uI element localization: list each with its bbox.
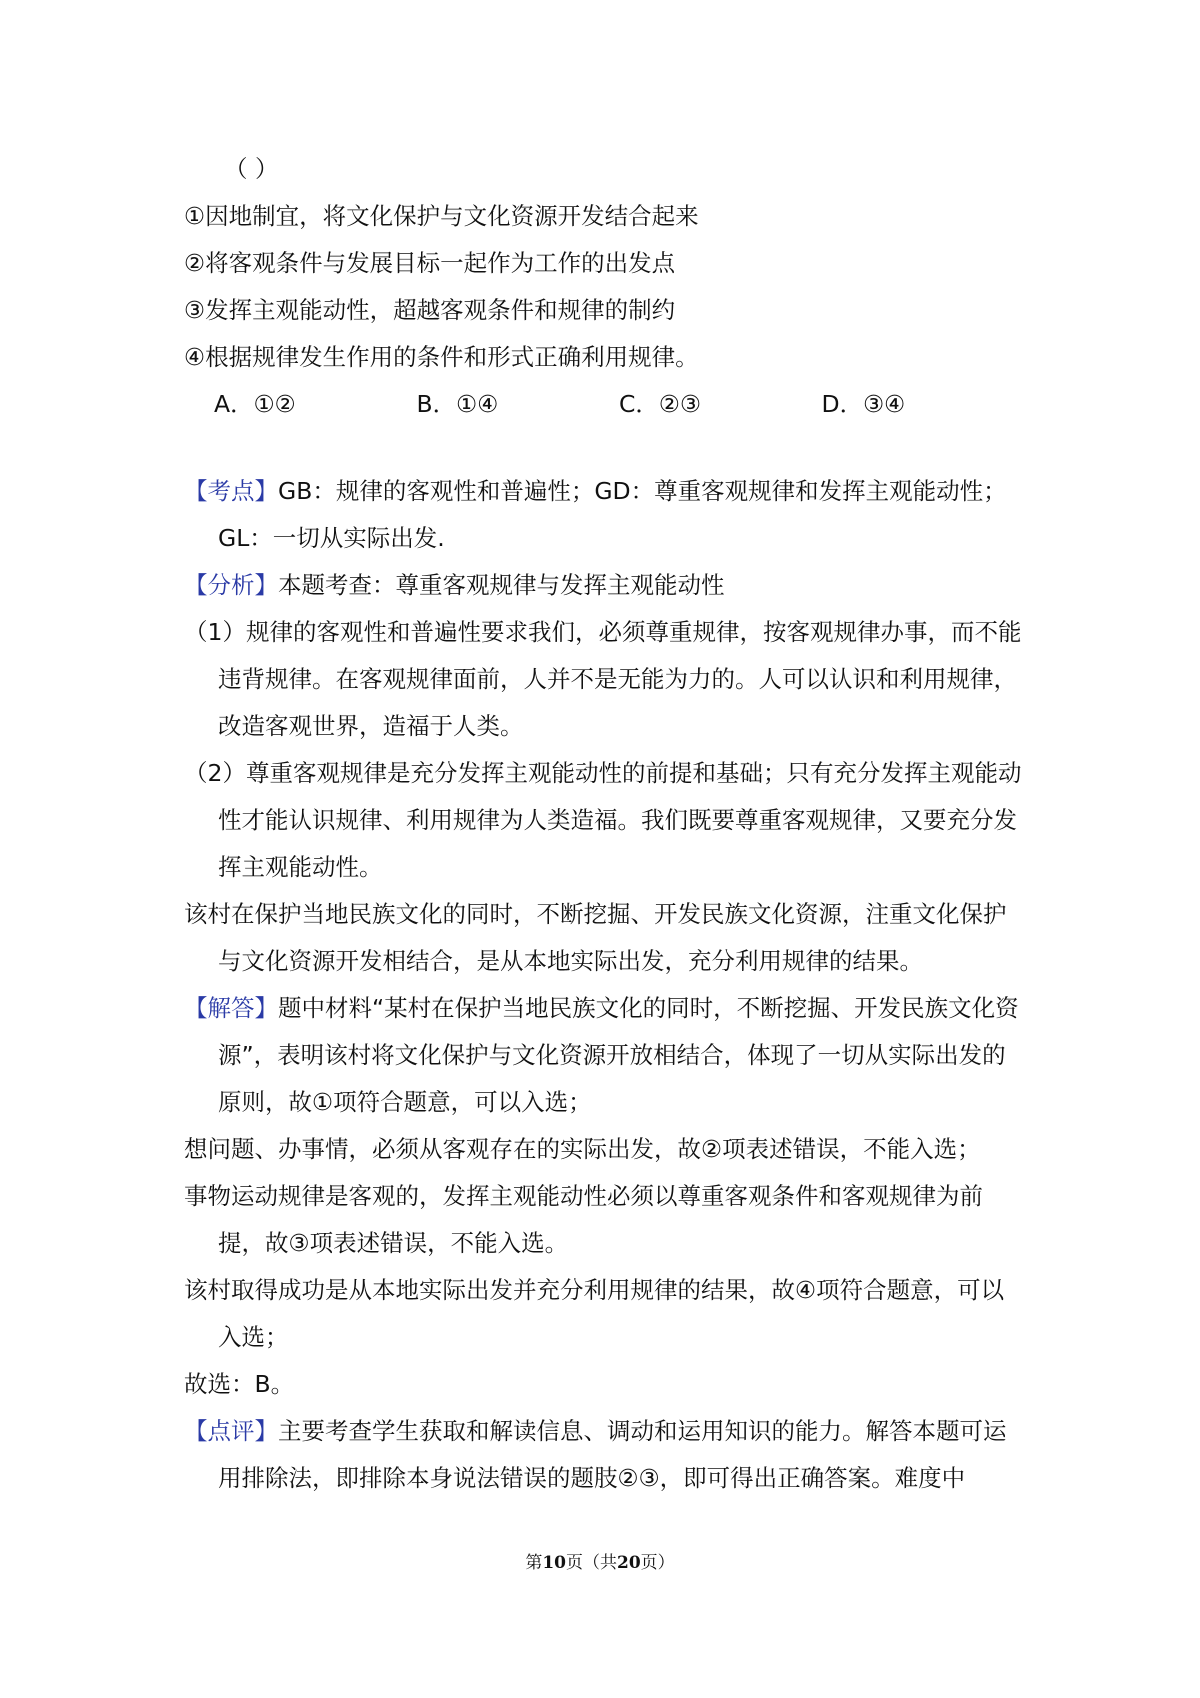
jieda-line-1: 想问题、办事情，必须从客观存在的实际出发，故②项表述错误，不能入选； [184, 1135, 981, 1163]
statement-4: ④根据规律发生作用的条件和形式正确利用规律。 [184, 343, 699, 371]
footer-middle: 页（共 [566, 1553, 617, 1573]
jieda-answer: 故选：B。 [184, 1370, 295, 1398]
fenxi-point-1: （1）规律的客观性和普遍性要求我们，必须尊重规律，按客观规律办事，而不能违背规律。在客观规律面前，人并不是无能为力的。人可以认识和利用规律，改造客观世界，造福于人类。 [184, 618, 1022, 740]
section-gap [184, 428, 1024, 468]
option-a: A．①② [214, 390, 296, 418]
kaodian-section [184, 468, 1024, 562]
footer-suffix: 页） [640, 1553, 675, 1573]
option-b: B．①④ [416, 390, 499, 418]
footer-page-number: 10 [542, 1553, 566, 1573]
kaodian-tag: 【考点】 [184, 477, 278, 505]
fenxi-section [184, 562, 1024, 609]
dianping-tag: 【点评】 [184, 1417, 278, 1445]
statement-2: ②将客观条件与发展目标一起作为工作的出发点 [184, 249, 676, 277]
jieda-section [184, 985, 1024, 1126]
dianping-text: 主要考查学生获取和解读信息、调动和运用知识的能力。解答本题可运用排除法，即排除本身说法错误的题肢②③，即可得出正确答案。难度中 [218, 1417, 1007, 1492]
jieda-text: 题中材料“某村在保护当地民族文化的同时，不断挖掘、开发民族文化资源”，表明该村将文化保护与文化资源开放相结合，体现了一切从实际出发的原则，故①项符合题意，可以入选； [218, 994, 1019, 1116]
option-d: D．③④ [821, 390, 906, 418]
dianping-section [184, 1408, 1024, 1502]
footer-prefix: 第 [525, 1553, 543, 1573]
fenxi-text: 本题考查：尊重客观规律与发挥主观能动性 [278, 571, 725, 599]
jieda-line-2: 事物运动规律是客观的，发挥主观能动性必须以尊重客观条件和客观规律为前提，故③项表述错误，不能入选。 [184, 1182, 983, 1257]
answer-blank: （ ） [224, 155, 279, 183]
option-c: C．②③ [619, 390, 702, 418]
fenxi-point-2: （2）尊重客观规律是充分发挥主观能动性的前提和基础；只有充分发挥主观能动性才能认识规律、利用规律为人类造福。我们既要尊重客观规律，又要充分发挥主观能动性。 [184, 759, 1022, 881]
footer-total-pages: 20 [617, 1553, 641, 1573]
page-content [184, 146, 1024, 1502]
fenxi-tag: 【分析】 [184, 571, 278, 599]
statement-1: ①因地制宜，将文化保护与文化资源开发结合起来 [184, 202, 699, 230]
page-footer [0, 1548, 1200, 1573]
fenxi-summary: 该村在保护当地民族文化的同时，不断挖掘、开发民族文化资源，注重文化保护与文化资源开发相结合，是从本地实际出发，充分利用规律的结果。 [184, 900, 1007, 975]
answer-options [184, 381, 1024, 428]
statement-3: ③发挥主观能动性，超越客观条件和规律的制约 [184, 296, 676, 324]
jieda-tag: 【解答】 [184, 994, 278, 1022]
kaodian-text: GB：规律的客观性和普遍性；GD：尊重客观规律和发挥主观能动性；GL：一切从实际出发. [218, 477, 1007, 552]
jieda-line-3: 该村取得成功是从本地实际出发并充分利用规律的结果，故④项符合题意，可以入选； [184, 1276, 1005, 1351]
